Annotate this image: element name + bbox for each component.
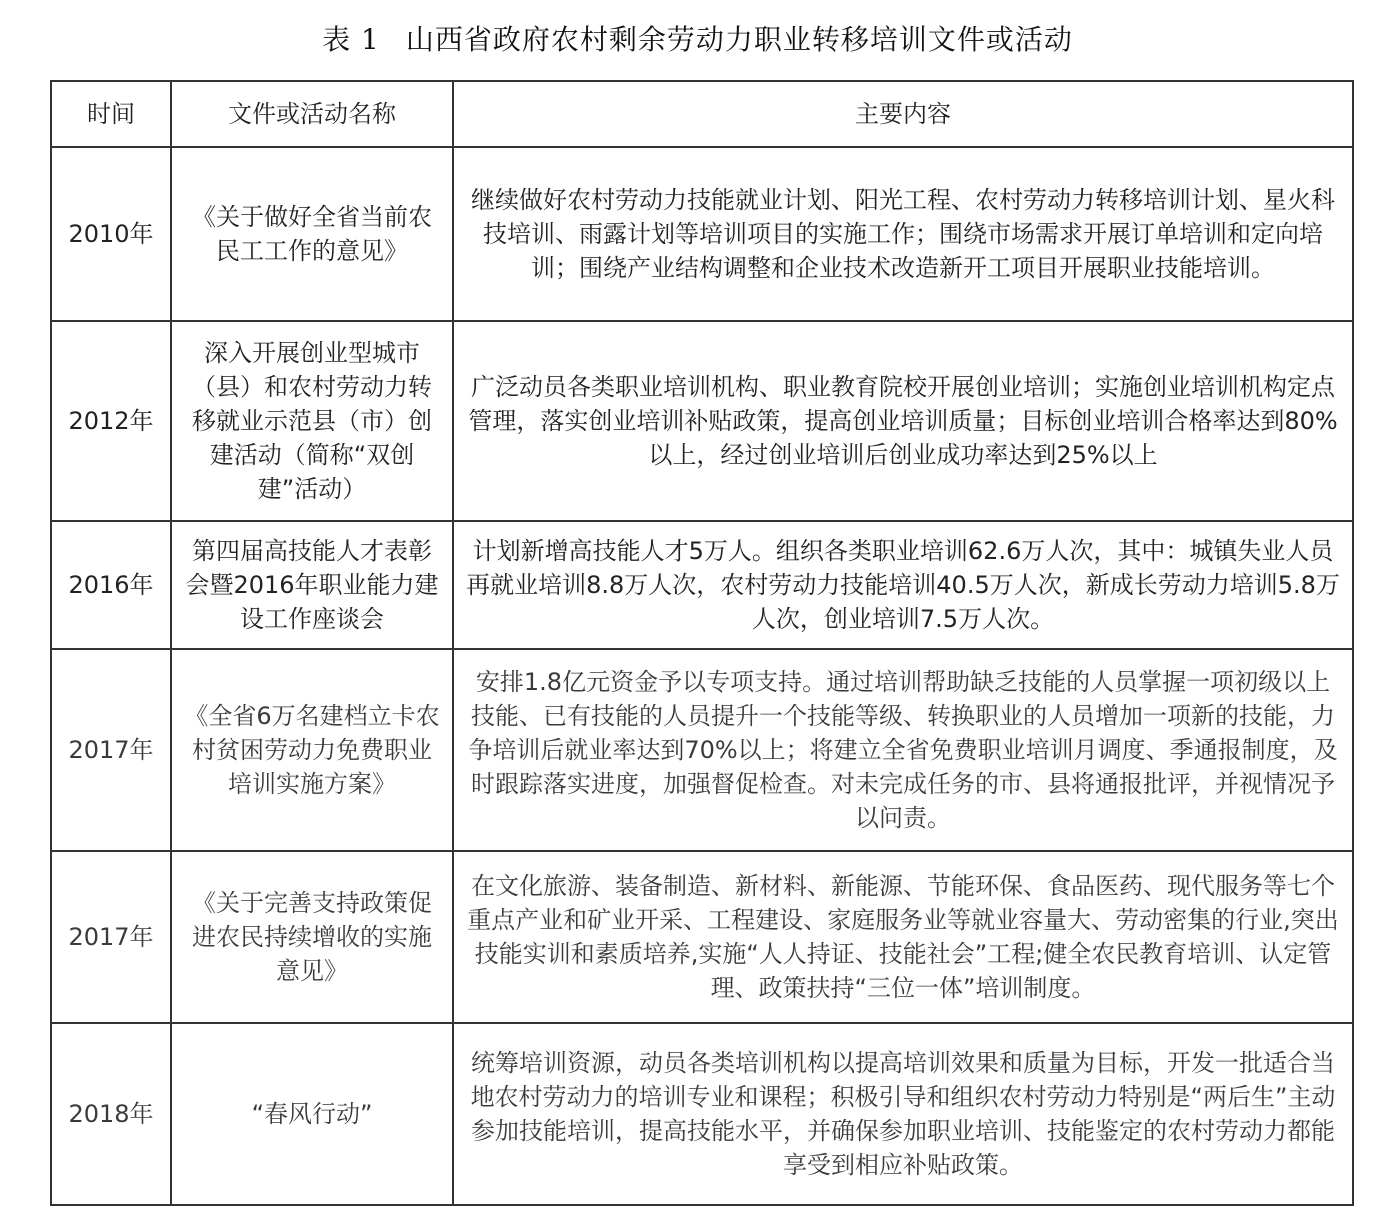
cell-time: 2017年	[51, 851, 171, 1023]
policy-table	[50, 80, 1354, 1206]
table-number: 表 1	[322, 23, 380, 56]
cell-name: 第四届高技能人才表彰会暨2016年职业能力建设工作座谈会	[171, 521, 453, 649]
cell-name: 深入开展创业型城市（县）和农村劳动力转移就业示范县（市）创建活动（简称“双创建”活动）	[171, 321, 453, 521]
cell-name: 《关于做好全省当前农民工工作的意见》	[171, 147, 453, 321]
cell-content: 统筹培训资源，动员各类培训机构以提高培训效果和质量为目标，开发一批适合当地农村劳动力的培训专业和课程；积极引导和组织农村劳动力特别是“两后生”主动参加技能培训，提高技能水平，并确保参加职业培训、技能鉴定的农村劳动力都能享受到相应补贴政策。	[453, 1023, 1353, 1205]
cell-content: 计划新增高技能人才5万人。组织各类职业培训62.6万人次，其中：城镇失业人员再就业培训8.8万人次，农村劳动力技能培训40.5万人次，新成长劳动力培训5.8万人次，创业培训7.5万人次。	[453, 521, 1353, 649]
cell-content: 在文化旅游、装备制造、新材料、新能源、节能环保、食品医药、现代服务等七个重点产业和矿业开采、工程建设、家庭服务业等就业容量大、劳动密集的行业,突出技能实训和素质培养,实施“人人持证、技能社会”工程;健全农民教育培训、认定管理、政策扶持“三位一体”培训制度。	[453, 851, 1353, 1023]
cell-time: 2010年	[51, 147, 171, 321]
cell-content: 继续做好农村劳动力技能就业计划、阳光工程、农村劳动力转移培训计划、星火科技培训、雨露计划等培训项目的实施工作；围绕市场需求开展订单培训和定向培训；围绕产业结构调整和企业技术改造新开工项目开展职业技能培训。	[453, 147, 1353, 321]
cell-time: 2018年	[51, 1023, 171, 1205]
table-row	[51, 147, 1353, 321]
header-row	[51, 81, 1353, 147]
cell-content: 安排1.8亿元资金予以专项支持。通过培训帮助缺乏技能的人员掌握一项初级以上技能、已有技能的人员提升一个技能等级、转换职业的人员增加一项新的技能，力争培训后就业率达到70%以上；将建立全省免费职业培训月调度、季通报制度，及时跟踪落实进度，加强督促检查。对未完成任务的市、县将通报批评，并视情况予以问责。	[453, 649, 1353, 851]
table-row	[51, 521, 1353, 649]
cell-name: “春风行动”	[171, 1023, 453, 1205]
cell-time: 2017年	[51, 649, 171, 851]
header-content: 主要内容	[453, 81, 1353, 147]
cell-name: 《关于完善支持政策促进农民持续增收的实施意见》	[171, 851, 453, 1023]
cell-time: 2012年	[51, 321, 171, 521]
table-row	[51, 851, 1353, 1023]
header-name: 文件或活动名称	[171, 81, 453, 147]
table-row	[51, 649, 1353, 851]
cell-content: 广泛动员各类职业培训机构、职业教育院校开展创业培训；实施创业培训机构定点管理，落实创业培训补贴政策，提高创业培训质量；目标创业培训合格率达到80%以上，经过创业培训后创业成功率达到25%以上	[453, 321, 1353, 521]
table-caption	[0, 18, 1395, 58]
header-time: 时间	[51, 81, 171, 147]
cell-name: 《全省6万名建档立卡农村贫困劳动力免费职业培训实施方案》	[171, 649, 453, 851]
cell-time: 2016年	[51, 521, 171, 649]
table-row	[51, 321, 1353, 521]
table-title: 山西省政府农村剩余劳动力职业转移培训文件或活动	[405, 23, 1073, 56]
table-row	[51, 1023, 1353, 1205]
